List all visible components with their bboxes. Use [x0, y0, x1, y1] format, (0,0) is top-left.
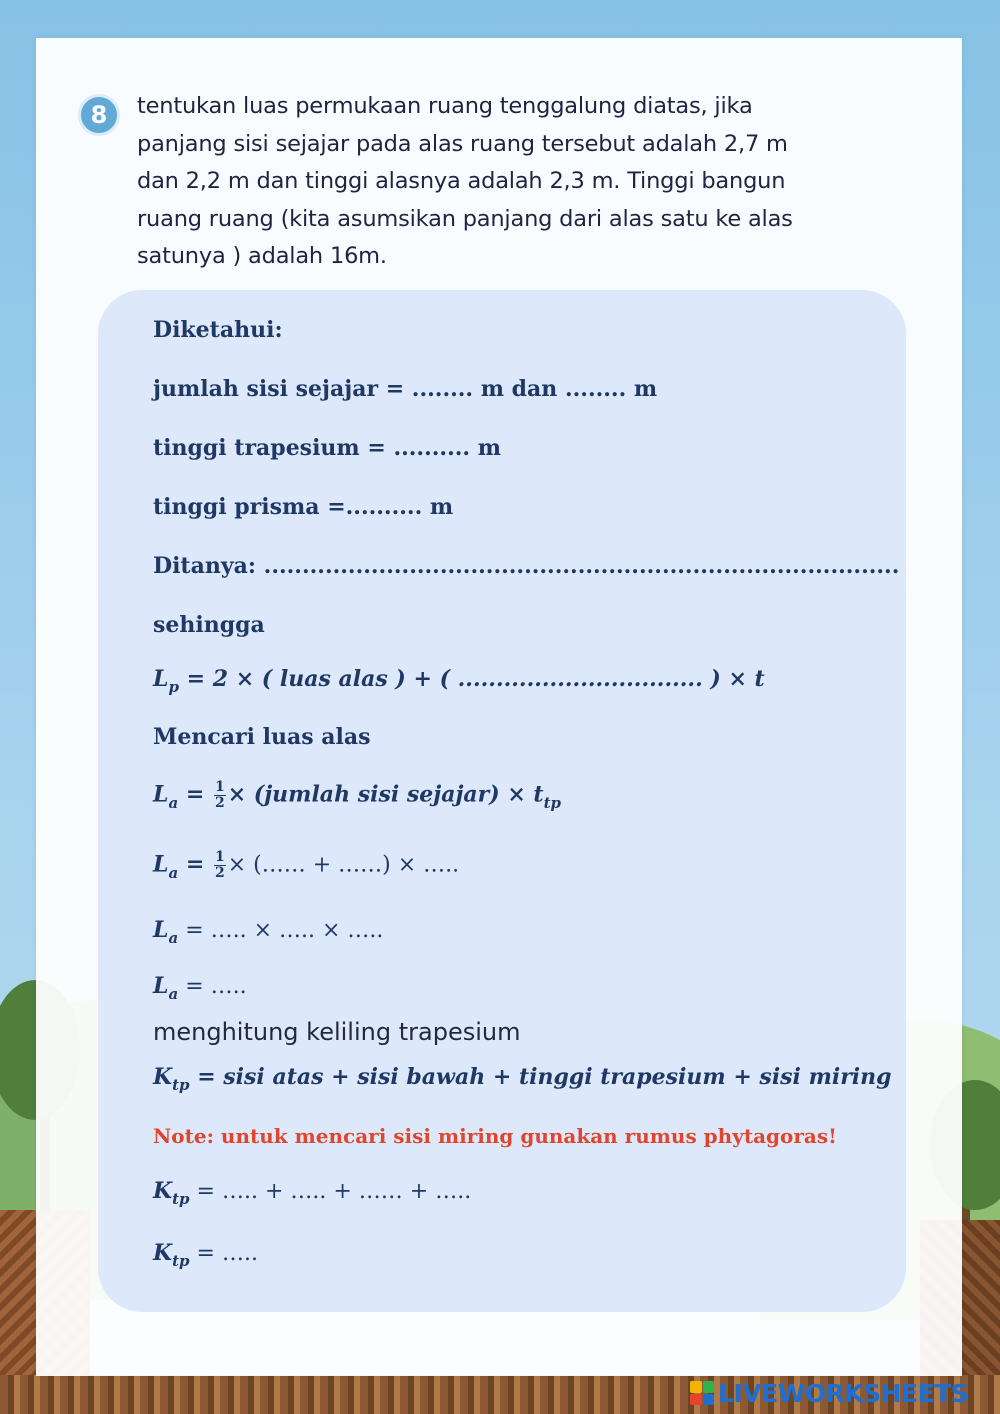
tinggi-prisma-line[interactable]: tinggi prisma =.......... m [153, 494, 454, 520]
question-line: dan 2,2 m dan tinggi alasnya adalah 2,3 m. Tinggi bangun [137, 168, 786, 194]
ktp-formula [153, 1064, 892, 1094]
la-symbol: L [153, 973, 169, 999]
note-text: Note: untuk mencari sisi miring gunakan rumus phytagoras! [153, 1124, 837, 1148]
ktp-symbol: K [153, 1240, 173, 1266]
la-blank-expression: = ….. × ….. × ….. [178, 918, 384, 943]
ditanya-line[interactable]: Ditanya: ................................................................................... [153, 553, 900, 579]
lp-subscript: p [168, 678, 179, 696]
half-fraction: $\frac{1}{2}$ [214, 849, 225, 881]
sehingga-text: sehingga [153, 612, 265, 638]
la-subscript: a [168, 793, 179, 812]
ktp-subscript: tp [172, 1252, 190, 1270]
ktp-subscript: tp [172, 1076, 190, 1094]
question-text [137, 88, 877, 276]
la-symbol: L [153, 917, 169, 943]
diketahui-heading: Diketahui: [153, 317, 283, 343]
equals-sign: = [178, 781, 212, 808]
la-blank-expression: × (…… + ……) × ….. [227, 852, 460, 878]
ktp-symbol: K [153, 1064, 173, 1090]
equals-sign: = [178, 851, 212, 878]
question-number-badge: 8 [78, 94, 120, 136]
half-fraction: $\frac{1}{2}$ [214, 779, 225, 811]
la-symbol: L [153, 851, 169, 878]
la-subscript: a [168, 863, 179, 882]
la-expression: × (jumlah sisi sejajar) × t [227, 781, 544, 808]
ttp-subscript: tp [543, 793, 562, 812]
lp-symbol: L [153, 666, 169, 692]
mencari-luas-alas-heading: Mencari luas alas [153, 724, 371, 750]
jumlah-sisi-line[interactable]: jumlah sisi sejajar = ........ m dan ........ m [153, 376, 658, 402]
question-line: tentukan luas permukaan ruang tenggalung diatas, jika [137, 93, 753, 119]
la-blank-result: = ….. [178, 974, 247, 999]
ktp-expression: = sisi atas + sisi bawah + tinggi trapesium + sisi miring [189, 1064, 892, 1090]
question-line: satunya ) adalah 16m. [137, 243, 387, 269]
tinggi-trapesium-line[interactable]: tinggi trapesium = .......... m [153, 435, 501, 461]
la-symbol: L [153, 781, 169, 808]
keliling-heading: menghitung keliling trapesium [153, 1018, 521, 1046]
question-line: panjang sisi sejajar pada alas ruang tersebut adalah 2,7 m [137, 130, 788, 157]
ktp-formula-3[interactable] [153, 1240, 258, 1270]
la-formula-4[interactable] [153, 973, 247, 1003]
liveworksheets-logo[interactable] [690, 1376, 968, 1410]
liveworksheets-logo-icon [690, 1381, 714, 1405]
ktp-blank-expression: = ….. + ….. + …… + ….. [189, 1179, 472, 1204]
ktp-subscript: tp [172, 1190, 190, 1208]
la-formula-2[interactable] [153, 850, 459, 881]
ktp-symbol: K [153, 1178, 173, 1204]
question-line: ruang ruang (kita asumsikan panjang dari alas satu ke alas [137, 205, 793, 232]
ktp-formula-2[interactable] [153, 1178, 472, 1208]
liveworksheets-wordmark: LIVEWORKSHEETS [718, 1378, 969, 1408]
la-formula-1 [153, 780, 561, 811]
la-subscript: a [168, 985, 179, 1003]
la-formula-3[interactable] [153, 917, 384, 947]
lp-expression: = 2 × ( luas alas ) + ( ................................ ) × t [178, 666, 765, 692]
lp-formula[interactable] [153, 666, 765, 696]
ktp-blank-result: = ….. [189, 1241, 258, 1266]
la-subscript: a [168, 929, 179, 947]
